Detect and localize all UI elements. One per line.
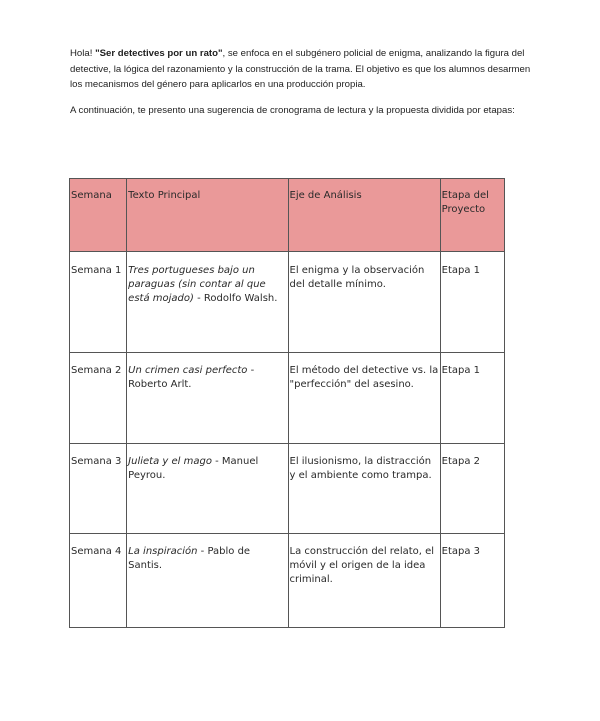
analysis-axis-cell: El método del detective vs. la "perfección" del asesino. <box>288 353 440 444</box>
main-text-cell <box>127 444 288 534</box>
week-cell: Semana 4 <box>70 534 127 628</box>
stage-cell: Etapa 1 <box>440 252 504 353</box>
work-author: - Rodolfo Walsh. <box>193 293 278 304</box>
work-author: - Manuel Peyrou. <box>128 456 259 481</box>
table-row <box>70 353 505 444</box>
work-title: Un crimen casi perfecto <box>128 365 248 376</box>
analysis-axis-cell: El enigma y la observación del detalle mínimo. <box>288 252 440 353</box>
header-analysis-axis: Eje de Análisis <box>288 179 440 252</box>
week-cell: Semana 2 <box>70 353 127 444</box>
work-title: La inspiración <box>128 546 198 557</box>
stage-cell: Etapa 2 <box>440 444 504 534</box>
intro-greeting: Hola! <box>70 48 96 59</box>
intro-paragraph-1 <box>70 46 540 93</box>
table-row <box>70 444 505 534</box>
intro-description: , se enfoca en el subgénero policial de enigma, analizando la figura del detective, la lógica del razonamiento y la construcción de la trama. El objetivo es que los alumnos desarmen los mecanismos del género para aplicarlos en una producción propia. <box>70 48 531 91</box>
intro-text <box>70 46 540 128</box>
stage-cell: Etapa 3 <box>440 534 504 628</box>
reading-schedule-table <box>69 178 505 628</box>
intro-paragraph-2: A continuación, te presento una sugerencia de cronograma de lectura y la propuesta dividida por etapas: <box>70 104 515 116</box>
table-header-row <box>70 179 505 252</box>
work-author: - Roberto Arlt. <box>128 365 255 390</box>
main-text-cell <box>127 534 288 628</box>
stage-cell: Etapa 1 <box>440 353 504 444</box>
main-text-cell <box>127 353 288 444</box>
work-author: - Pablo de Santis. <box>128 546 251 571</box>
main-text-cell <box>127 252 288 353</box>
analysis-axis-cell: La construcción del relato, el móvil y el origen de la idea criminal. <box>288 534 440 628</box>
work-title: Julieta y el mago <box>128 456 212 467</box>
analysis-axis-cell: El ilusionismo, la distracción y el ambiente como trampa. <box>288 444 440 534</box>
project-title: "Ser detectives por un rato" <box>95 48 223 59</box>
week-cell: Semana 1 <box>70 252 127 353</box>
week-cell: Semana 3 <box>70 444 127 534</box>
table-row <box>70 534 505 628</box>
header-week: Semana <box>70 179 127 252</box>
table-row <box>70 252 505 353</box>
header-project-stage: Etapa del Proyecto <box>440 179 504 252</box>
header-main-text: Texto Principal <box>127 179 288 252</box>
work-title: Tres portugueses bajo un paraguas (sin contar al que está mojado) <box>128 265 266 304</box>
